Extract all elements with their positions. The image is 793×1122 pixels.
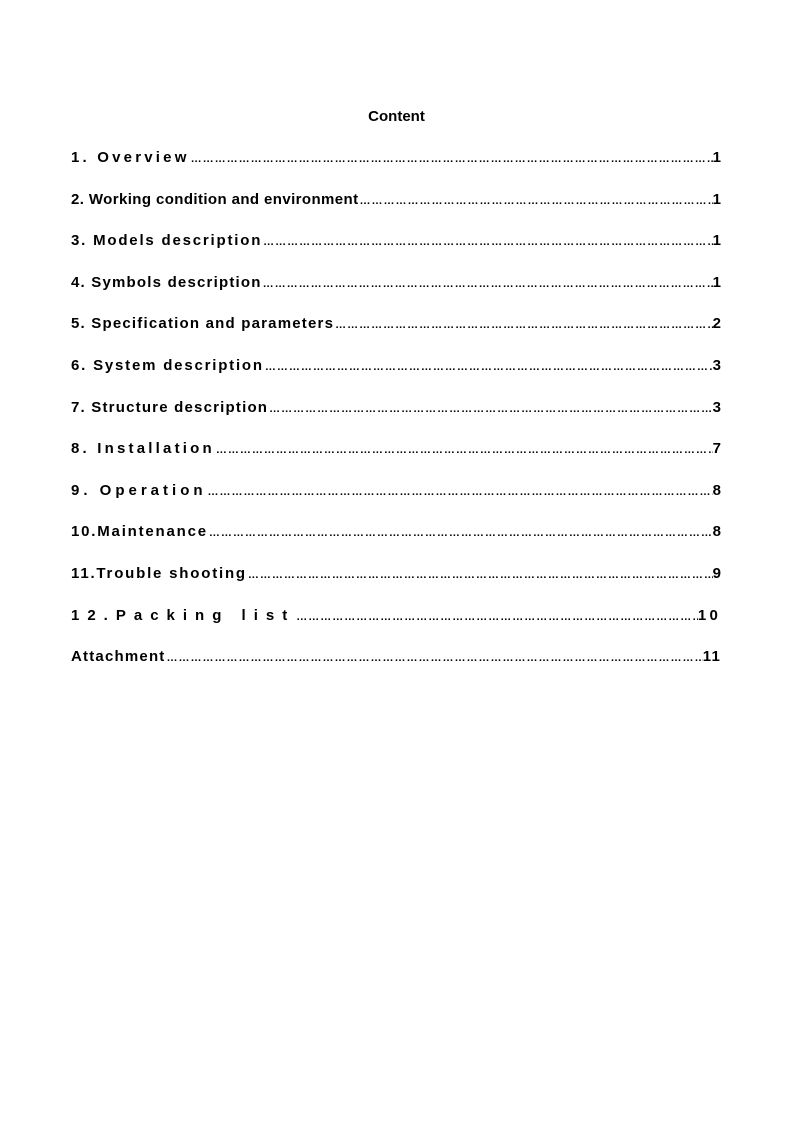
toc-entry-page: 8 [712, 523, 721, 541]
toc-entry-label: 6. System description [71, 356, 264, 374]
toc-entry-page: 1 [712, 149, 721, 166]
toc-entry [71, 148, 721, 190]
toc-entry-page: 1 [712, 232, 721, 250]
toc-leader-dots [262, 274, 713, 294]
toc-entry [71, 647, 721, 689]
toc-entry-label: 8. Installation [71, 440, 215, 458]
toc-leader-dots [295, 607, 698, 627]
toc-entry [71, 564, 721, 606]
toc-entry-label: 10.Maintenance [71, 523, 208, 541]
toc-entry [71, 314, 721, 356]
toc-entry-label: 2. Working condition and environment [71, 190, 359, 208]
toc-leader-dots [334, 315, 713, 335]
toc-entry-label: Attachment [71, 648, 166, 666]
toc-entry-page: 7 [712, 440, 721, 458]
toc-entry-label: 4. Symbols description [71, 273, 262, 291]
table-of-contents [71, 148, 721, 689]
toc-entry [71, 398, 721, 440]
toc-entry [71, 231, 721, 273]
toc-entry-page: 2 [712, 315, 721, 333]
toc-entry-label: 5. Specification and parameters [71, 315, 335, 333]
toc-entry [71, 606, 721, 648]
toc-leader-dots [208, 523, 713, 543]
toc-entry-label: 12.Packing list [71, 606, 296, 624]
toc-entry [71, 356, 721, 398]
toc-leader-dots [207, 482, 713, 502]
toc-entry-label: 9. Operation [71, 481, 207, 499]
toc-entry-page: 1 [712, 190, 721, 208]
page-title: Content [368, 108, 425, 125]
toc-entry-page: 3 [712, 398, 721, 416]
toc-entry-page: 10 [697, 606, 721, 624]
toc-entry [71, 190, 721, 232]
toc-entry-page: 8 [712, 481, 721, 499]
toc-entry-label: 1. Overview [71, 149, 190, 166]
toc-entry [71, 439, 721, 481]
toc-leader-dots [264, 357, 713, 377]
toc-entry-page: 11 [702, 648, 721, 666]
toc-leader-dots [268, 399, 712, 419]
toc-entry [71, 481, 721, 523]
toc-leader-dots [215, 440, 713, 460]
toc-entry-label: 7. Structure description [71, 398, 269, 416]
toc-entry-page: 1 [712, 273, 721, 291]
toc-entry-label: 3. Models description [71, 232, 263, 250]
toc-leader-dots [166, 648, 703, 668]
toc-entry-label: 11.Trouble shooting [71, 564, 247, 582]
toc-entry-page: 9 [712, 564, 721, 582]
toc-entry-page: 3 [712, 356, 721, 374]
toc-leader-dots [247, 565, 713, 585]
toc-entry [71, 522, 721, 564]
toc-leader-dots [358, 191, 712, 211]
toc-entry [71, 273, 721, 315]
toc-leader-dots [262, 232, 712, 252]
toc-leader-dots [190, 149, 713, 169]
